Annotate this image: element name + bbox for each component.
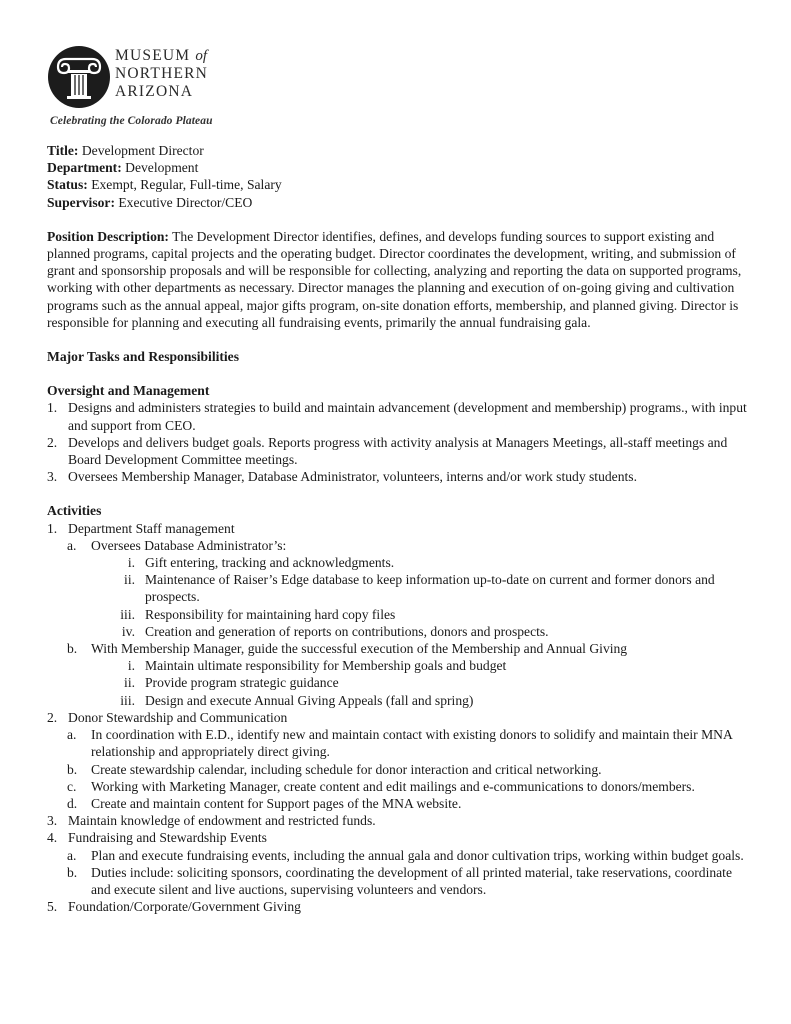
logo-tagline: Celebrating the Colorado Plateau (50, 115, 213, 127)
job-meta (47, 142, 747, 211)
list-item-text: Create stewardship calendar, including schedule for donor interaction and critical networking. (91, 761, 602, 777)
list-item-text: Department Staff management (68, 520, 235, 536)
list-item-level-3 (47, 554, 747, 571)
list-item-number: a. (67, 537, 77, 553)
list-item-number: ii. (124, 675, 135, 691)
list-item-level-2 (47, 640, 747, 657)
list-item-text: Duties include: soliciting sponsors, coordinating the development of all printed material, take reservations, coordinate and execute silent and live auctions, supervising volunteers and vendors. (91, 864, 732, 897)
list-item-text: In coordination with E.D., identify new and maintain contact with existing donors to solidify and maintain their MNA relationship and appropriately direct giving. (91, 727, 733, 760)
list-item-number: b. (67, 864, 78, 880)
list-item-number: 5. (47, 899, 58, 915)
list-item-level-2 (47, 864, 747, 898)
list-item-text: Oversees Database Administrator’s: (91, 537, 287, 553)
list-item-number: a. (67, 847, 77, 863)
meta-line (47, 194, 747, 211)
list-item-number: 2. (47, 709, 58, 725)
list-item-text: Oversees Membership Manager, Database Administrator, volunteers, interns and/or work study students. (68, 469, 637, 485)
list-item-level-1 (47, 434, 747, 468)
list-item-level-3 (47, 623, 747, 640)
list-item-level-2 (47, 761, 747, 778)
activities-list (47, 520, 747, 916)
list-item-number: i. (127, 658, 135, 674)
list-item-number: 1. (47, 520, 58, 536)
list-item-number: 4. (47, 830, 58, 846)
meta-label: Supervisor: (47, 194, 115, 210)
oversight-heading: Oversight and Management (47, 383, 210, 399)
list-item-number: 3. (47, 813, 58, 829)
list-item-text: With Membership Manager, guide the successful execution of the Membership and Annual Giving (91, 641, 628, 657)
list-item-text: Fundraising and Stewardship Events (68, 830, 267, 846)
list-item-level-2 (47, 847, 747, 864)
list-item-level-3 (47, 674, 747, 691)
list-item-number: b. (67, 761, 78, 777)
list-item-level-3 (47, 606, 747, 623)
list-item-text: Gift entering, tracking and acknowledgments. (145, 555, 395, 571)
list-item-level-1 (47, 812, 747, 829)
list-item-number: 3. (47, 469, 58, 485)
major-tasks-heading: Major Tasks and Responsibilities (47, 349, 240, 365)
list-item-text: Maintain knowledge of endowment and restricted funds. (68, 813, 376, 829)
list-item-number: ii. (124, 572, 135, 588)
list-item-number: i. (127, 555, 135, 571)
list-item-level-1 (47, 468, 747, 485)
list-item-number: iv. (121, 623, 135, 639)
list-item-text: Provide program strategic guidance (145, 675, 339, 691)
list-item-text: Create and maintain content for Support pages of the MNA website. (91, 795, 462, 811)
list-item-level-1 (47, 399, 747, 433)
list-item-level-3 (47, 692, 747, 709)
meta-line (47, 142, 747, 159)
logo-wordmark (115, 47, 208, 101)
museum-logo (48, 46, 258, 130)
activities-heading: Activities (47, 503, 102, 519)
meta-value: Development (121, 160, 199, 176)
list-item-text: Foundation/Corporate/Government Giving (68, 899, 301, 915)
meta-value: Exempt, Regular, Full-time, Salary (87, 177, 282, 193)
meta-label: Status: (47, 177, 88, 193)
list-item-text: Working with Marketing Manager, create content and edit mailings and e-communications to donors/members. (91, 778, 695, 794)
list-item-number: 2. (47, 434, 58, 450)
list-item-level-1 (47, 709, 747, 726)
list-item-number: d. (67, 795, 78, 811)
list-item-text: Develops and delivers budget goals. Reports progress with activity analysis at Managers Meetings, all-staff meetings and Board Development Committee meetings. (68, 434, 728, 468)
position-description (47, 228, 747, 331)
list-item-level-2 (47, 726, 747, 760)
logo-line-2: NORTHERN (115, 65, 209, 82)
meta-value: Executive Director/CEO (114, 194, 253, 210)
list-item-level-1 (47, 829, 747, 846)
position-description-label: Position Description: (47, 228, 169, 244)
ionic-column-logo-icon (48, 46, 110, 108)
list-item-level-2 (47, 778, 747, 795)
list-item-text: Creation and generation of reports on contributions, donors and prospects. (145, 623, 549, 639)
list-item-level-2 (47, 795, 747, 812)
logo-line-1: MUSEUM (115, 47, 191, 64)
position-description-text: The Development Director identifies, defines, and develops funding sources to support existing and planned programs, capital projects and the operating budget. Director coordinates the development, writing, and submission of grant and sponsorship proposals and will be responsible for collecting, analyzing and reporting the data on supported programs, working with other departments as necessary. Director manages the planning and execution of on-going giving and cultivation programs such as the annual appeal, major gifts program, on-site donation efforts, membership, and planned giving. Director is responsible for planning and executing all fundraising events, primarily the annual fundraising gala. (47, 228, 742, 330)
list-item-text: Donor Stewardship and Communication (68, 709, 288, 725)
meta-line (47, 176, 747, 193)
list-item-level-2 (47, 537, 747, 554)
list-item-number: iii. (120, 606, 135, 622)
list-item-number: c. (67, 778, 77, 794)
list-item-text: Maintenance of Raiser’s Edge database to keep information up-to-date on current and former donors and prospects. (145, 572, 715, 605)
list-item-number: b. (67, 641, 78, 657)
list-item-level-3 (47, 657, 747, 674)
meta-line (47, 159, 747, 176)
list-item-text: Responsibility for maintaining hard copy files (145, 606, 396, 622)
job-description (47, 142, 747, 915)
list-item-level-3 (47, 571, 747, 605)
oversight-list (47, 399, 747, 485)
meta-value: Development Director (78, 143, 204, 158)
logo-line-1-of: of (195, 48, 207, 64)
list-item-text: Plan and execute fundraising events, including the annual gala and donor cultivation trips, working within budget goals. (91, 847, 744, 863)
list-item-number: 1. (47, 400, 58, 416)
logo-line-3: ARIZONA (115, 83, 194, 100)
list-item-number: iii. (120, 692, 135, 708)
list-item-text: Design and execute Annual Giving Appeals (fall and spring) (145, 692, 474, 708)
meta-label: Department: (47, 160, 122, 176)
list-item-number: a. (67, 727, 77, 743)
list-item-level-1 (47, 520, 747, 537)
meta-label: Title: (47, 143, 79, 158)
list-item-text: Maintain ultimate responsibility for Membership goals and budget (145, 658, 507, 674)
list-item-level-1 (47, 898, 747, 915)
list-item-text: Designs and administers strategies to build and maintain advancement (development and membership) programs., with input and support from CEO. (68, 400, 747, 433)
